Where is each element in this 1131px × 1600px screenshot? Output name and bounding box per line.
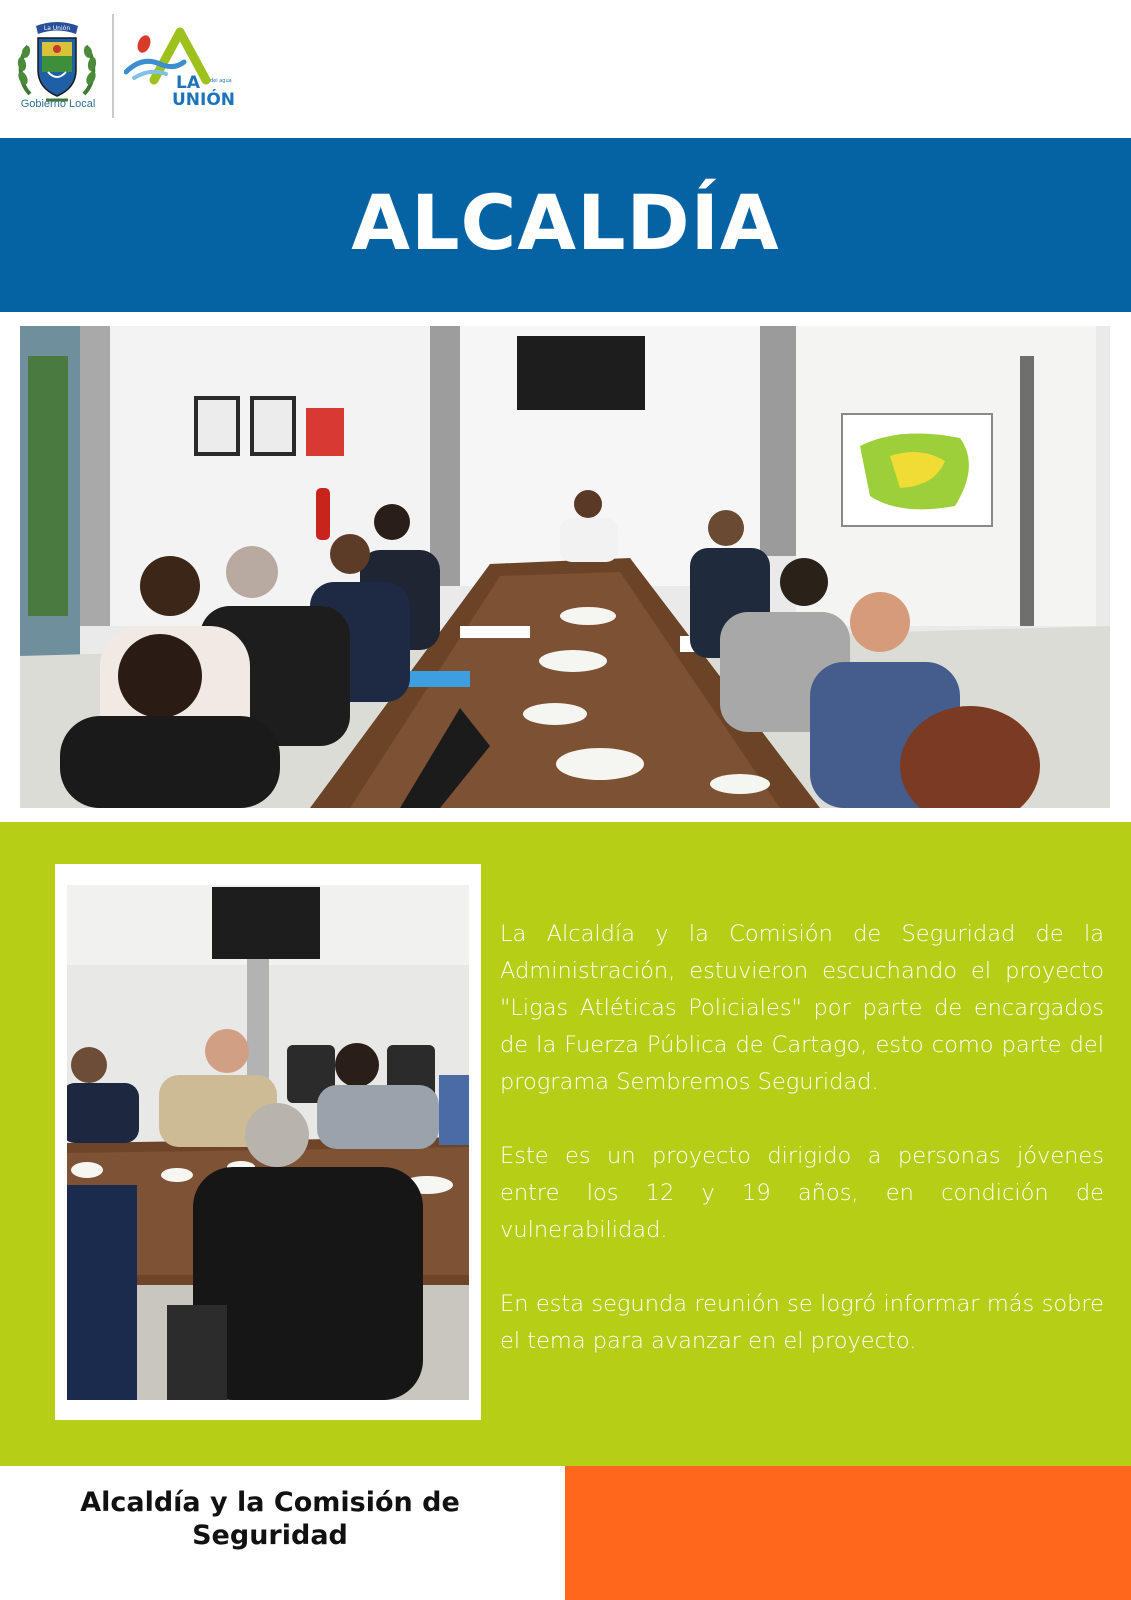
logo-divider [112,14,114,118]
body-paragraph-3: En esta segunda reunión se logró informar más sobre el tema para avanzar en el proyecto. [500,1291,1104,1354]
page-title: ALCALDÍA [351,178,780,267]
footer-caption-line-2: Seguridad [192,1520,348,1551]
body-paragraph-1: La Alcaldía y la Comisión de Seguridad de la Administración, estuvieron escuchando el proyecto "Ligas Atléticas Policiales" por parte de encargados de la Fuerza Pública de Cartago, esto como parte del programa Sembremos Seguridad. [500,921,1104,1095]
brand-logo-line1: LA [176,73,200,93]
meeting-photo-secondary [67,885,469,1400]
footer-caption-line-1: Alcaldía y la Comisión de [80,1487,460,1518]
crest-caption: Gobierno Local [20,98,96,110]
brand-logo-line2: UNIÓN [172,90,236,108]
brand-logo-tagline: del agua [210,78,232,84]
body-paragraph-2: Este es un proyecto dirigido a personas jóvenes entre los 12 y 19 años, en condición de vulnerabilidad. [500,1143,1104,1243]
body-text [500,916,1104,1360]
footer-caption [40,1486,500,1552]
crest-ribbon-text: La Unión [43,25,71,32]
footer-accent-block [565,1466,1131,1600]
meeting-photo-main [20,326,1110,808]
la-union-brand-logo [124,22,248,108]
